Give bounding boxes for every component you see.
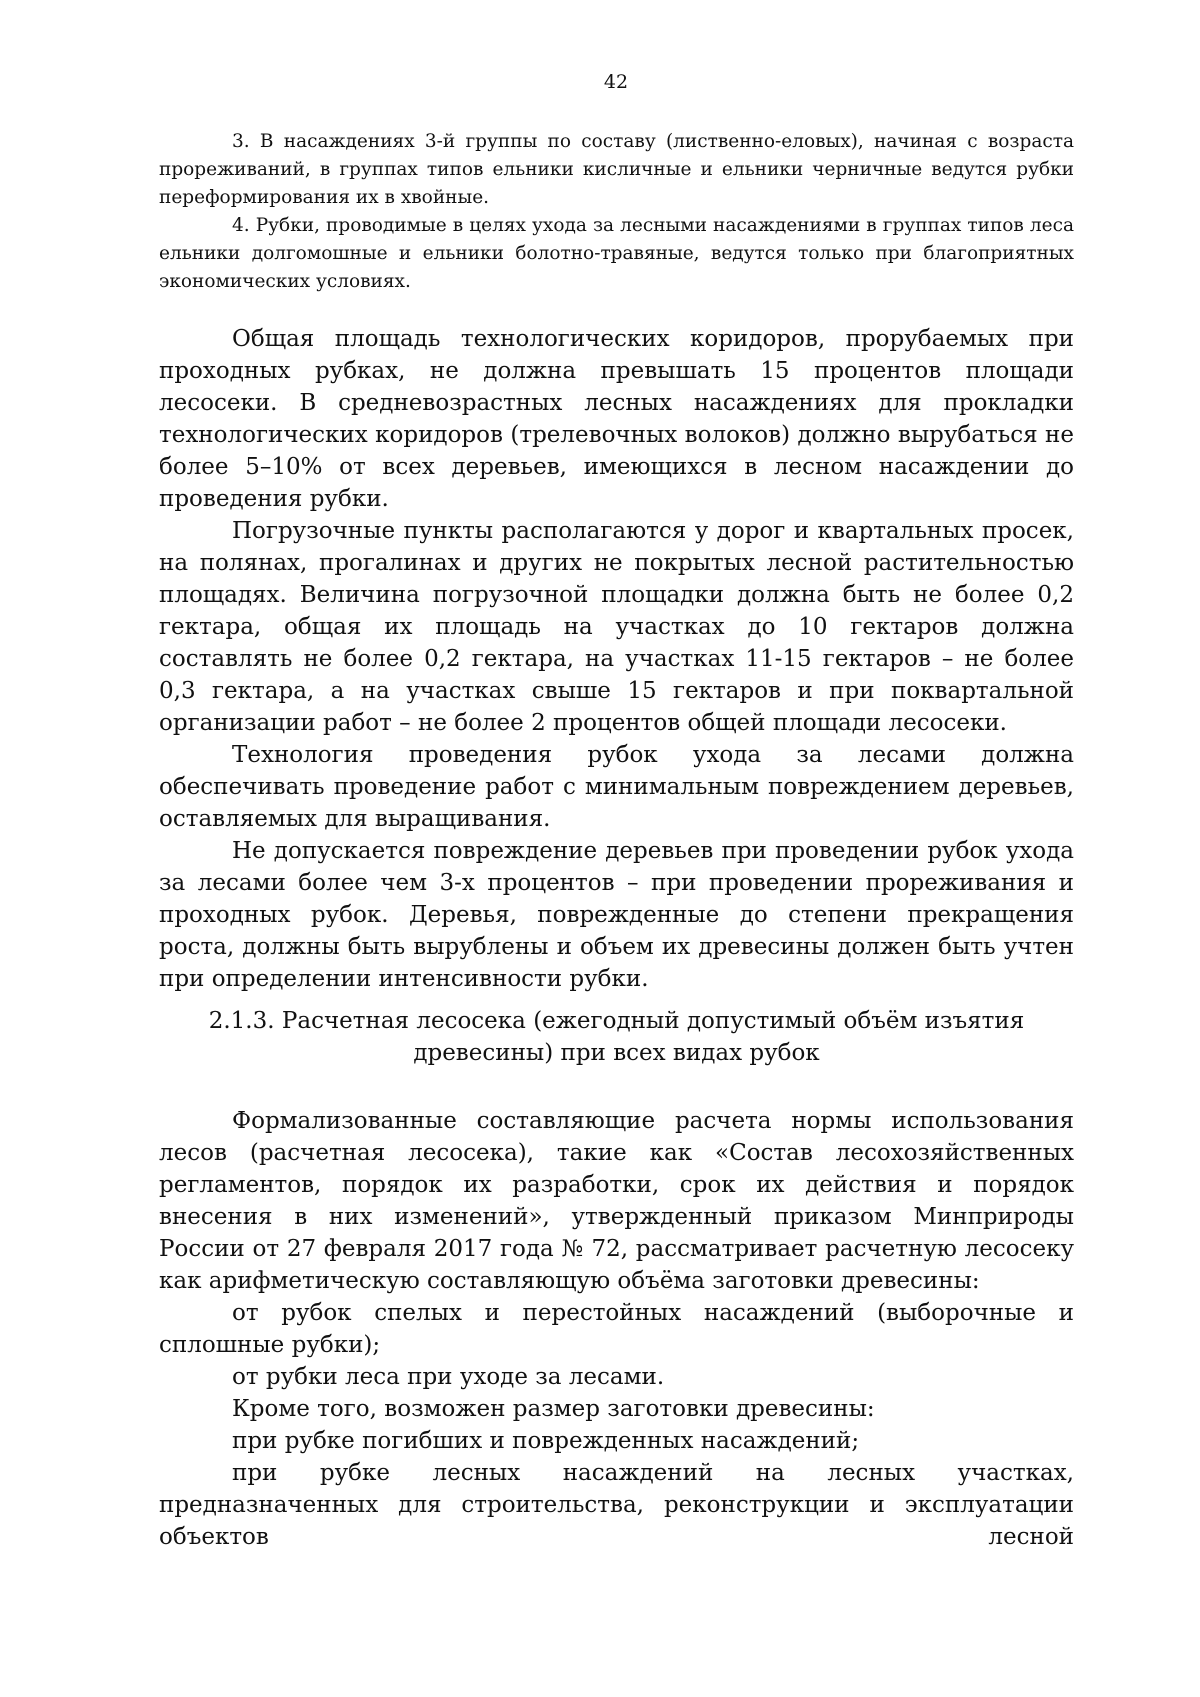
section-paragraph: от рубки леса при уходе за лесами.	[232, 1364, 665, 1390]
section-paragraph: от рубок спелых и перестойных насаждений (выборочные и сплошные рубки);	[159, 1300, 1074, 1358]
section-paragraph: Кроме того, возможен размер заготовки древесины:	[232, 1396, 875, 1422]
body-paragraph: Технология проведения рубок ухода за лесами должна обеспечивать проведение работ с минимальным повреждением деревьев, оставляемых для выращивания.	[159, 742, 1074, 832]
body-paragraph: Не допускается повреждение деревьев при проведении рубок ухода за лесами более чем 3-х процентов – при проведении прореживания и проходных рубок. Деревья, поврежденные до степени прекращения роста, должны быть вырублены и объем их древесины должен быть учтен при определении интенсивности рубки.	[159, 838, 1074, 992]
body-text	[159, 323, 1074, 995]
section-paragraph: при рубке погибших и поврежденных насаждений;	[232, 1428, 860, 1454]
body-paragraph: Погрузочные пункты располагаются у дорог и квартальных просек, на полянах, прогалинах и других не покрытых лесной растительностью площадях. Величина погрузочной площадки должна быть не более 0,2 гектара, общая их площадь на участках до 10 гектаров должна составлять не более 0,2 гектара, на участках 11-15 гектаров – не более 0,3 гектара, а на участках свыше 15 гектаров и при поквартальной организации работ – не более 2 процентов общей площади лесосеки.	[159, 518, 1074, 736]
page-number: 42	[603, 71, 629, 93]
section-heading	[159, 1005, 1074, 1069]
section-paragraph: Формализованные составляющие расчета нормы использования лесов (расчетная лесосека), такие как «Состав лесохозяйственных регламентов, порядок их разработки, срок их действия и порядок внесения в них изменений», утвержденный приказом Минприроды России от 27 февраля 2017 года № 72, рассматривает расчетную лесосеку как арифметическую составляющую объёма заготовки древесины:	[159, 1108, 1074, 1294]
section-heading-line: древесины) при всех видах рубок	[413, 1040, 820, 1066]
table-notes	[159, 128, 1074, 296]
section-paragraph: при рубке лесных насаждений на лесных участках, предназначенных для строительства, реконструкции и эксплуатации объектов лесной	[159, 1460, 1074, 1550]
section-text	[159, 1105, 1074, 1553]
section-heading-line: 2.1.3. Расчетная лесосека (ежегодный допустимый объём изъятия	[208, 1008, 1025, 1034]
note-paragraph: 3. В насаждениях 3-й группы по составу (лиственно-еловых), начиная с возраста прореживаний, в группах типов ельники кисличные и ельники черничные ведутся рубки переформирования их в хвойные.	[159, 131, 1074, 208]
body-paragraph: Общая площадь технологических коридоров, прорубаемых при проходных рубках, не должна превышать 15 процентов площади лесосеки. В средневозрастных лесных насаждениях для прокладки технологических коридоров (трелевочных волоков) должно вырубаться не более 5–10% от всех деревьев, имеющихся в лесном насаждении до проведения рубки.	[159, 326, 1074, 512]
note-paragraph: 4. Рубки, проводимые в целях ухода за лесными насаждениями в группах типов леса ельники долгомошные и ельники болотно-травяные, ведутся только при благоприятных экономических условиях.	[159, 215, 1074, 292]
